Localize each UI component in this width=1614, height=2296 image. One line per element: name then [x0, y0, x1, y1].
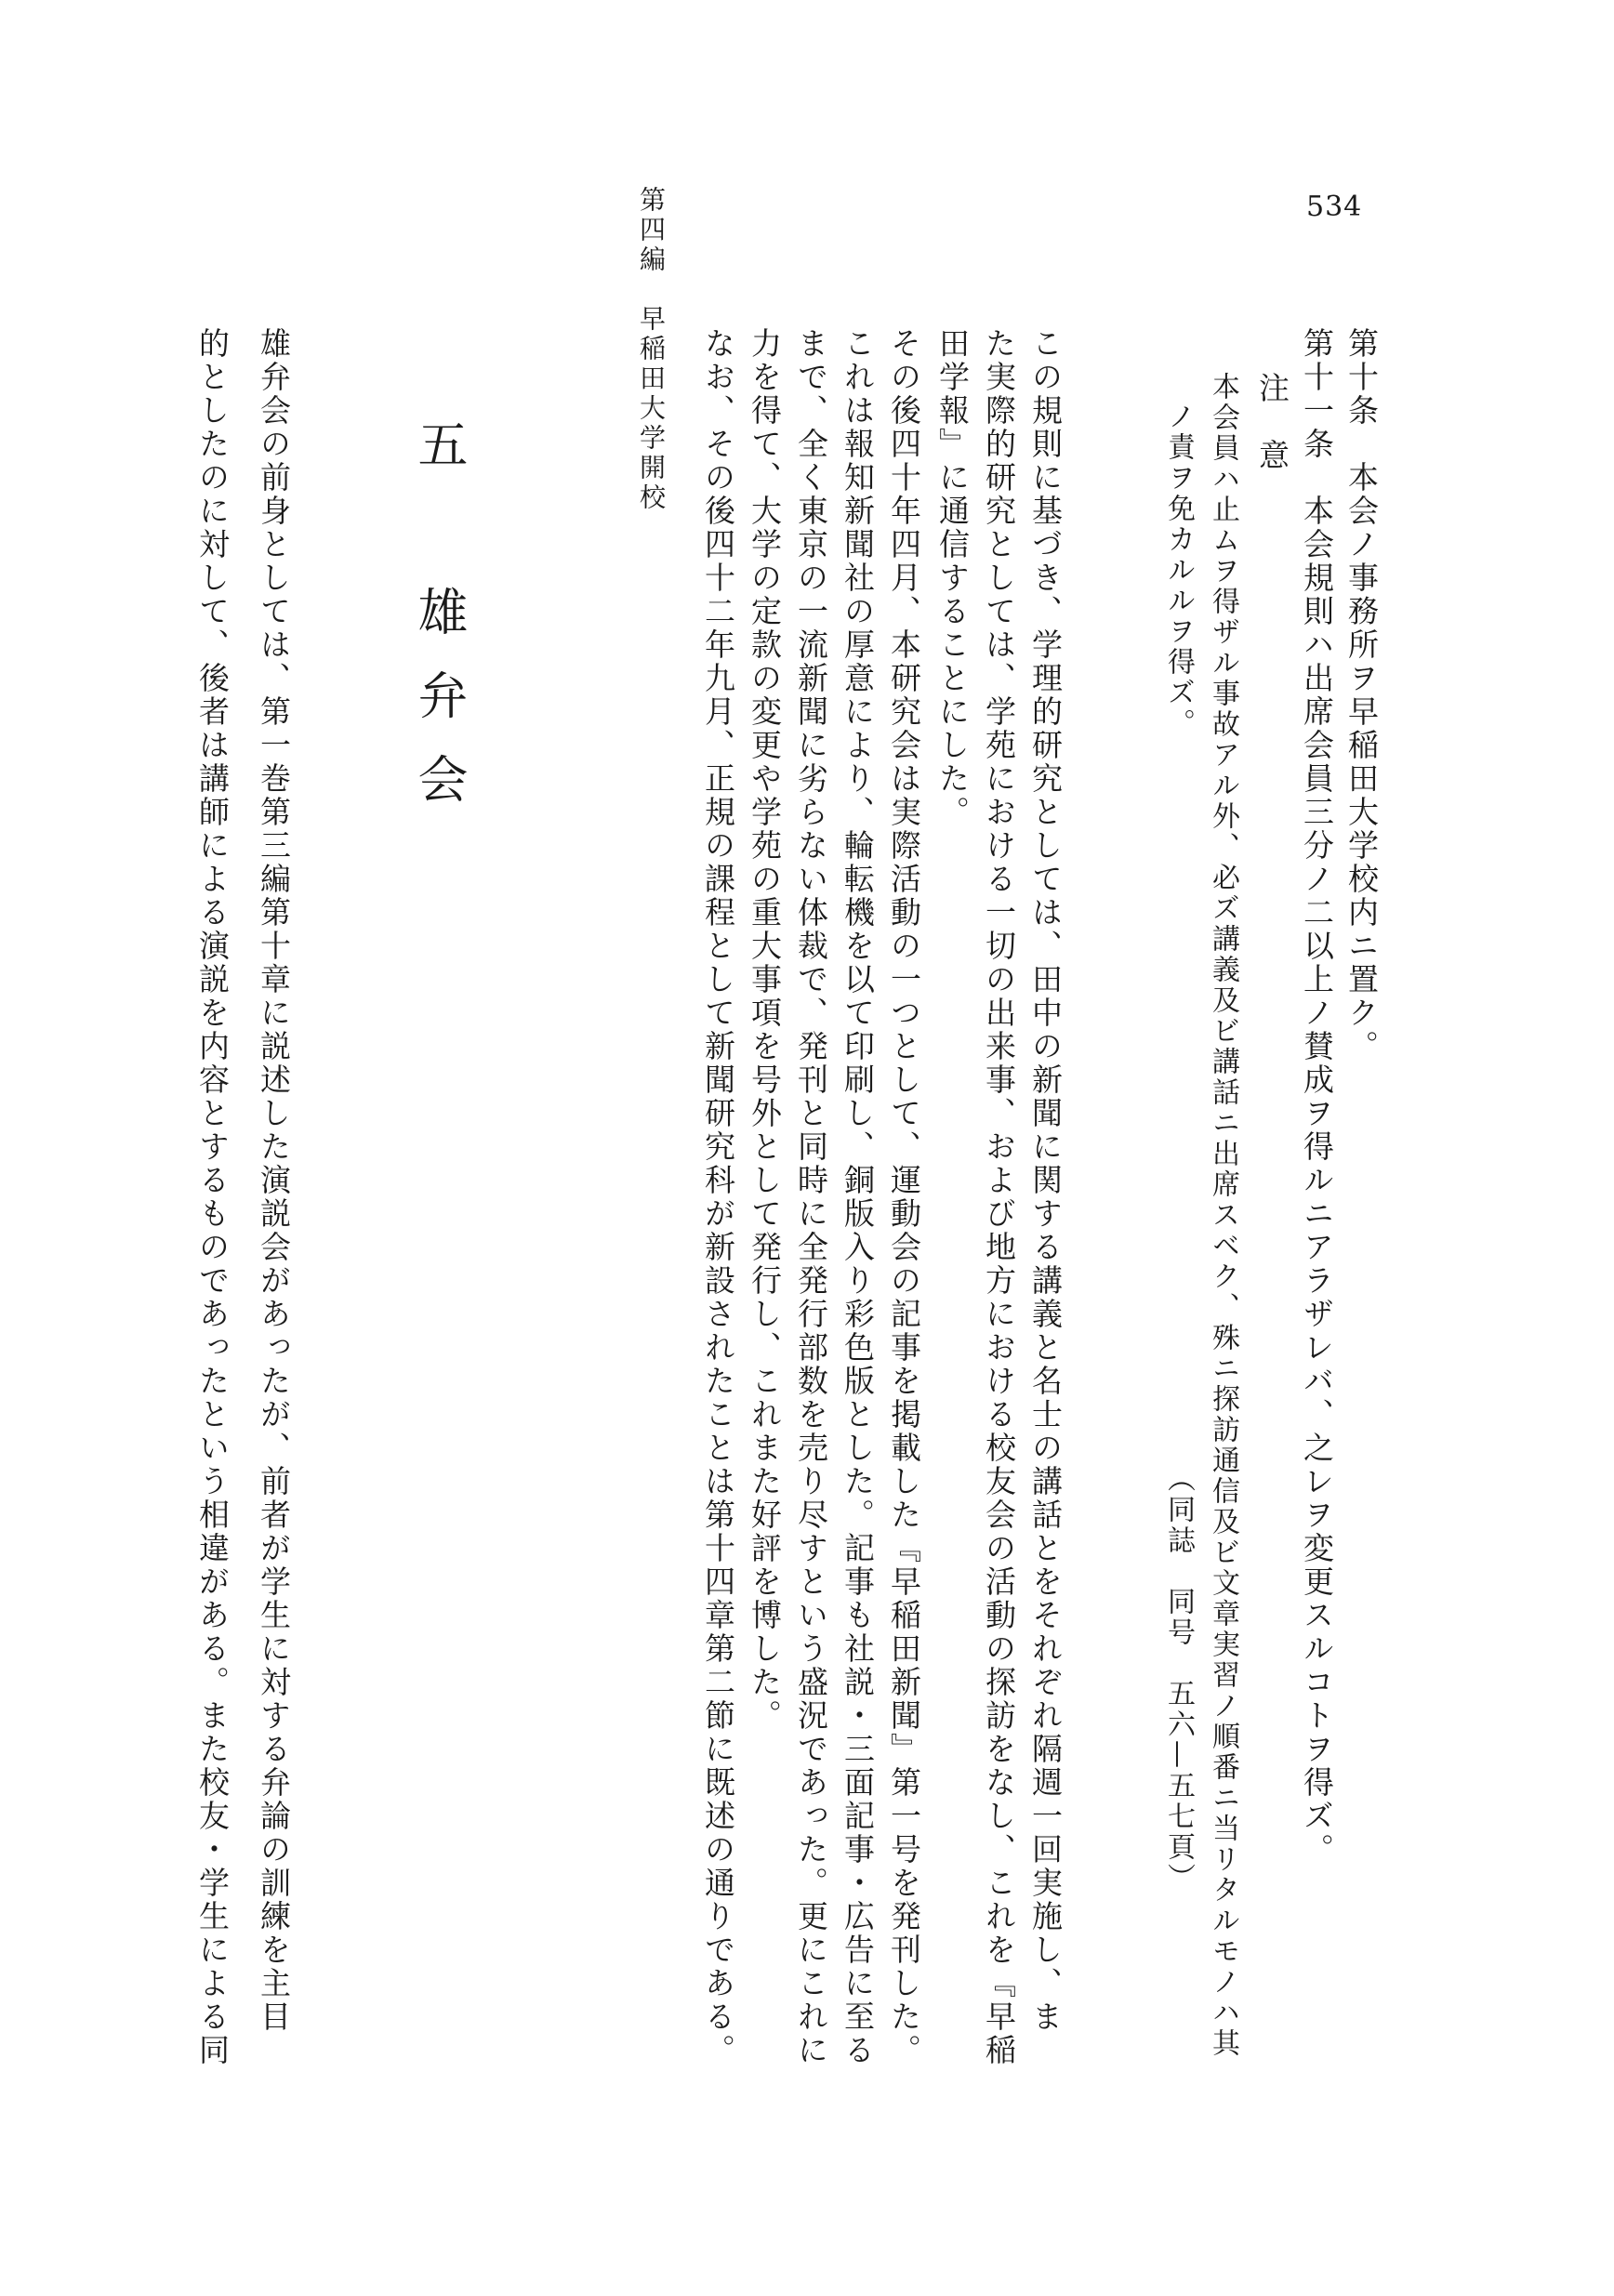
section-heading: 五 雄弁会 — [410, 418, 469, 837]
rule-notice-heading: 注 意 — [1254, 372, 1290, 472]
body-line-3: 田学報』に通信することにした。 — [934, 327, 971, 829]
rule-article-10: 第十条 本会ノ事務所ヲ早稲田大学校内ニ置ク。 — [1343, 327, 1380, 1063]
page-number: 534 — [1306, 191, 1363, 223]
rule-notice-continuation: ノ責ヲ免カルルヲ得ズ。 — [1162, 402, 1195, 739]
body-line-6: まで、全く東京の一流新聞に劣らない体裁で、発刊と同時に全発行部数を売り尽すという盛況であった。更にこれに — [793, 327, 829, 2067]
running-head: 第四編 早稲田大学開校 — [636, 186, 667, 513]
body-line-8: なお、その後四十二年九月、正規の課程として新聞研究科が新設されたことは第十四章第二節に既述の通りである。 — [700, 327, 736, 2067]
rule-notice-text: 本会員ハ止ムヲ得ザル事故アル外、必ズ講義及ビ講話ニ出席スベク、殊ニ探訪通信及ビ文章実習ノ順番ニ当リタルモノハ其 — [1207, 372, 1239, 2059]
body-line-7: 力を得て、大学の定款の変更や学苑の重大事項を号外として発行し、これまた好評を博した。 — [747, 327, 783, 1733]
body-line-1: この規則に基づき、学理的研究としては、田中の新聞に関する講義と名士の講話とをそれぞれ隔週一回実施し、ま — [1027, 327, 1064, 2034]
section-line-2: 的としたのに対して、後者は講師による演説を内容とするものであったという相違がある。また校友・学生による同 — [194, 327, 231, 2067]
body-line-2: た実際的研究としては、学苑における一切の出来事、および地方における校友会の活動の探訪をなし、これを『早稲 — [981, 327, 1017, 2067]
rule-source-citation: （同誌 同号 五六—五七頁） — [1162, 1464, 1195, 1894]
section-line-1: 雄弁会の前身としては、第一巻第三編第十章に説述した演説会があったが、前者が学生に対する弁論の訓練を主目 — [256, 327, 292, 2034]
body-line-4: その後四十年四月、本研究会は実際活動の一つとして、運動会の記事を掲載した『早稲田新聞』第一号を発刊した。 — [886, 327, 922, 2067]
rule-article-11: 第十一条 本会規則ハ出席会員三分ノ二以上ノ賛成ヲ得ルニアラザレバ、之レヲ変更スルコトヲ得ズ。 — [1299, 327, 1335, 1867]
body-line-5: これは報知新聞社の厚意により、輪転機を以て印刷し、銅版入り彩色版とした。記事も社説・三面記事・広告に至る — [840, 327, 876, 2067]
